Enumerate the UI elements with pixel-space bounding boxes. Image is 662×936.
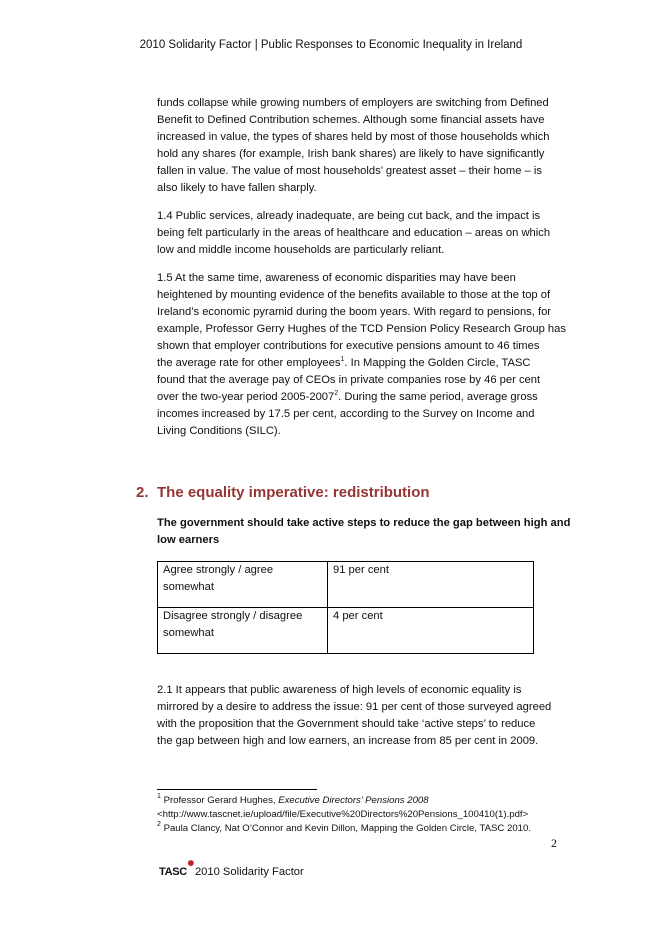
footnote-ref: 2 [334, 390, 339, 397]
text-run: 2.1 It appears that public awareness of high levels of economic equality is [157, 684, 522, 696]
text-line [157, 321, 567, 338]
text-line [157, 95, 567, 112]
survey-question [157, 515, 571, 549]
text-run: Living Conditions (SILC). [157, 425, 281, 437]
text-run: Paula Clancy, Nat O’Connor and Kevin Dillon, Mapping the Golden Circle, TASC 2010. [160, 823, 531, 834]
text-run: over the two-year period 2005-2007 [157, 391, 335, 403]
text-line [157, 225, 567, 242]
text-run: increased in value, the types of shares held by most of those households which [157, 131, 550, 143]
text-run: heightened by mounting evidence of the benefits available to those at the top of [157, 289, 551, 301]
text-run: the average rate for other employees [157, 357, 341, 369]
tasc-logo: TASC ✺ [159, 859, 194, 878]
table-row: Agree strongly / agree somewhat 91 per cent [158, 562, 534, 608]
paragraph-1-4 [157, 208, 567, 259]
text-line [157, 372, 567, 389]
text-run: 1.4 Public services, already inadequate, are being cut back, and the impact is [157, 210, 541, 222]
footnote-ref: 2 [157, 821, 161, 828]
text-run: Benefit to Defined Contribution schemes. Although some financial assets have [157, 114, 545, 126]
text-line [157, 163, 567, 180]
text-run: found that the average pay of CEOs in private companies rose by 46 per cent [157, 374, 541, 386]
page-number: 2 [551, 836, 557, 850]
text-line [157, 355, 567, 372]
text-run: mirrored by a desire to address the issue: 91 per cent of those surveyed agreed [157, 701, 552, 713]
text-line [157, 129, 567, 146]
text-line [157, 515, 571, 532]
paragraph-1-5 [157, 270, 567, 440]
text-run: fallen in value. The value of most households’ greatest asset – their home – is [157, 165, 542, 177]
text-run: low and middle income households are particularly reliant. [157, 244, 445, 256]
text-run: . In Mapping the Golden Circle, TASC [344, 357, 531, 369]
text-run: funds collapse while growing numbers of employers are switching from Defined [157, 97, 549, 109]
footnote-ref: 1 [340, 356, 345, 363]
text-line [157, 146, 567, 163]
text-run: 1.5 At the same time, awareness of economic disparities may have been [157, 272, 516, 284]
text-run: being felt particularly in the areas of healthcare and education – areas on which [157, 227, 551, 239]
text-line [157, 270, 567, 287]
text-line [157, 423, 567, 440]
text-line [157, 699, 567, 716]
text-line [157, 389, 567, 406]
text-run: The government should take active steps to reduce the gap between high and [157, 517, 571, 529]
text-run: incomes increased by 17.5 per cent, according to the Survey on Income and [157, 408, 535, 420]
text-line [157, 822, 531, 836]
running-header: 2010 Solidarity Factor | Public Responses to Economic Inequality in Ireland [139, 39, 523, 51]
text-line [157, 406, 567, 423]
text-line [157, 794, 531, 808]
text-run: <http://www.tascnet.ie/upload/file/Executive%20Directors%20Pensions_100410(1).pdf> [157, 809, 529, 820]
footnote-divider [157, 789, 317, 790]
footnote-ref: 1 [157, 793, 161, 800]
section-heading: 2. The equality imperative: redistribution [136, 484, 430, 501]
text-run: example, Professor Gerry Hughes of the TCD Pension Policy Research Group has [157, 323, 566, 335]
text-line [157, 338, 567, 355]
text-run: Ireland’s economic pyramid during the boom years. With regard to pensions, for [157, 306, 552, 318]
text-line [157, 808, 531, 822]
text-line [157, 682, 567, 699]
text-run: hold any shares (for example, Irish bank shares) are likely to have significantly [157, 148, 545, 160]
text-run: Executive Directors’ Pensions 2008 [278, 795, 429, 806]
text-run: the gap between high and low earners, an increase from 85 per cent in 2009. [157, 735, 539, 747]
text-run: with the proposition that the Government should take ‘active steps’ to reduce [157, 718, 536, 730]
text-run: also likely to have fallen sharply. [157, 182, 317, 194]
text-line [157, 287, 567, 304]
text-run: shown that employer contributions for executive pensions amount to 46 times [157, 340, 540, 352]
paragraph-2-1 [157, 682, 567, 750]
text-line [157, 242, 567, 259]
footnotes [157, 794, 531, 836]
table-row: Disagree strongly / disagree somewhat 4 per cent [158, 608, 534, 654]
page-footer: TASC ✺ 2010 Solidarity Factor [159, 859, 304, 878]
text-line [157, 304, 567, 321]
text-line [157, 733, 567, 750]
text-line [157, 532, 567, 549]
text-run: Professor Gerard Hughes, [160, 795, 279, 806]
text-run: low earners [157, 534, 220, 546]
text-line [157, 180, 567, 197]
paragraph-1-3-cont [157, 95, 567, 197]
text-line [157, 112, 567, 129]
results-table [157, 561, 534, 654]
text-run: . During the same period, average gross [338, 391, 538, 403]
text-line [157, 208, 567, 225]
text-line [157, 716, 567, 733]
